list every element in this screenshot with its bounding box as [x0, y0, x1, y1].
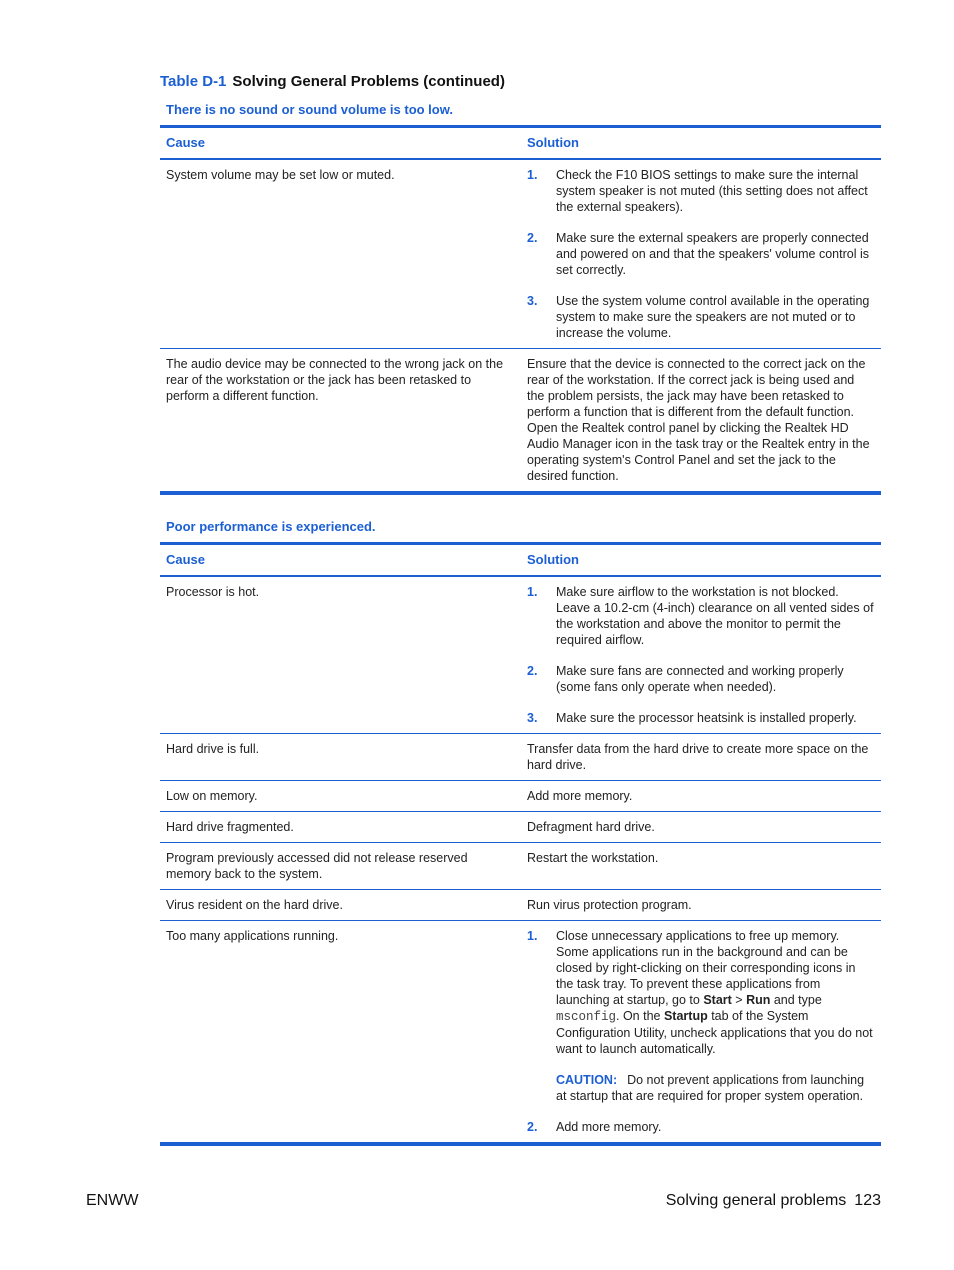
solution-cell [521, 921, 881, 1145]
solution-cell: Restart the workstation. [521, 843, 881, 890]
step-text-part: Close unnecessary applications to free up memory. Some applications run in the background and can be closed by right-clicking on their corresponding icons in the task tray. To prevent these applications from launching at startup, go to [556, 929, 856, 1007]
solution-step [527, 663, 875, 695]
solution-cell [521, 159, 881, 349]
step-text-part: and type [770, 993, 822, 1007]
table-title: Solving General Problems (continued) [232, 73, 505, 90]
section-title-sound: There is no sound or sound volume is too low. [166, 102, 453, 117]
solution-header: Solution [521, 544, 881, 577]
cause-cell: Hard drive fragmented. [160, 812, 521, 843]
table-header-row [160, 544, 881, 577]
cause-cell: The audio device may be connected to the wrong jack on the rear of the workstation or the jack has been retasked to perform a different function. [160, 349, 521, 494]
table-row [160, 576, 881, 734]
table-row [160, 349, 881, 494]
step-text: Make sure the processor heatsink is installed properly. [556, 711, 857, 725]
solution-step [527, 167, 875, 215]
cause-cell: Low on memory. [160, 781, 521, 812]
table-label: Table D-1 [160, 73, 227, 90]
step-number: 2. [527, 231, 538, 245]
footer-section-title: Solving general problems [665, 1192, 847, 1209]
step-text-part: > [731, 993, 747, 1007]
performance-problems-table [160, 542, 881, 1146]
step-text: Make sure airflow to the workstation is not blocked. Leave a 10.2-cm (4-inch) clearance on all vented sides of the workstation and above the monitor to permit the required airflow. [556, 585, 874, 647]
step-text [556, 928, 875, 1057]
page-number: 123 [854, 1192, 881, 1209]
step-number: 1. [527, 929, 538, 943]
step-text: Make sure fans are connected and working properly (some fans only operate when needed). [556, 664, 844, 694]
solution-step [527, 293, 875, 341]
step-number: 3. [527, 711, 538, 725]
cause-cell: Processor is hot. [160, 576, 521, 734]
solution-cell: Add more memory. [521, 781, 881, 812]
step-number: 3. [527, 294, 538, 308]
solution-cell [521, 576, 881, 734]
solution-cell: Defragment hard drive. [521, 812, 881, 843]
solution-cell: Ensure that the device is connected to the correct jack on the rear of the workstation. If the correct jack is being used and the problem persists, the jack may have been retasked to perform a function that is different from the default function. Open the Realtek control panel by clicking the Realtek HD Audio Manager icon in the task tray or the Realtek entry in the operating system's Control Panel and set the jack to the desired function. [521, 349, 881, 494]
step-number: 2. [527, 664, 538, 678]
section-title-performance: Poor performance is experienced. [166, 519, 376, 534]
solution-step [527, 1119, 875, 1135]
cause-cell: Too many applications running. [160, 921, 521, 1145]
cause-cell: Program previously accessed did not release reserved memory back to the system. [160, 843, 521, 890]
run-command-label: Run [746, 993, 771, 1007]
table-row [160, 159, 881, 349]
step-text: Make sure the external speakers are properly connected and powered on and that the speakers' volume control is set correctly. [556, 231, 869, 277]
caution-label: CAUTION: [556, 1073, 618, 1087]
cause-cell: System volume may be set low or muted. [160, 159, 521, 349]
table-header-row [160, 127, 881, 160]
step-text-part: tab of the System Configuration Utility, uncheck applications that you do not want to launch automatically. [556, 1009, 873, 1056]
solution-step [527, 584, 875, 648]
step-number: 2. [527, 1120, 538, 1134]
solution-step [527, 230, 875, 278]
table-row [160, 781, 881, 812]
startup-tab-label: Startup [663, 1009, 708, 1023]
table-row [160, 890, 881, 921]
step-text: Check the F10 BIOS settings to make sure the internal system speaker is not muted (this setting does not affect the external speakers). [556, 168, 868, 214]
step-number: 1. [527, 168, 538, 182]
step-text: Add more memory. [556, 1120, 662, 1134]
table-row [160, 734, 881, 781]
caution-note [556, 1072, 875, 1104]
table-row [160, 843, 881, 890]
solution-cell: Transfer data from the hard drive to create more space on the hard drive. [521, 734, 881, 781]
cause-cell: Hard drive is full. [160, 734, 521, 781]
cause-cell: Virus resident on the hard drive. [160, 890, 521, 921]
start-menu-label: Start [703, 993, 732, 1007]
caution-text: Do not prevent applications from launching at startup that are required for proper system operation. [556, 1073, 865, 1103]
cause-header: Cause [160, 544, 521, 577]
step-text-part: . On the [616, 1009, 664, 1023]
footer-section [666, 1192, 881, 1210]
solution-step [527, 710, 875, 726]
step-number: 1. [527, 585, 538, 599]
sound-problems-table [160, 125, 881, 495]
step-text: Use the system volume control available in the operating system to make sure the speakers are not muted or to increase the volume. [556, 294, 870, 340]
table-caption [160, 73, 505, 90]
solution-step [527, 928, 875, 1057]
solution-header: Solution [521, 127, 881, 160]
table-row [160, 921, 881, 1145]
table-row [160, 812, 881, 843]
solution-cell: Run virus protection program. [521, 890, 881, 921]
msconfig-command: msconfig [556, 1010, 617, 1024]
cause-header: Cause [160, 127, 521, 160]
footer-doc-id: ENWW [86, 1192, 139, 1209]
